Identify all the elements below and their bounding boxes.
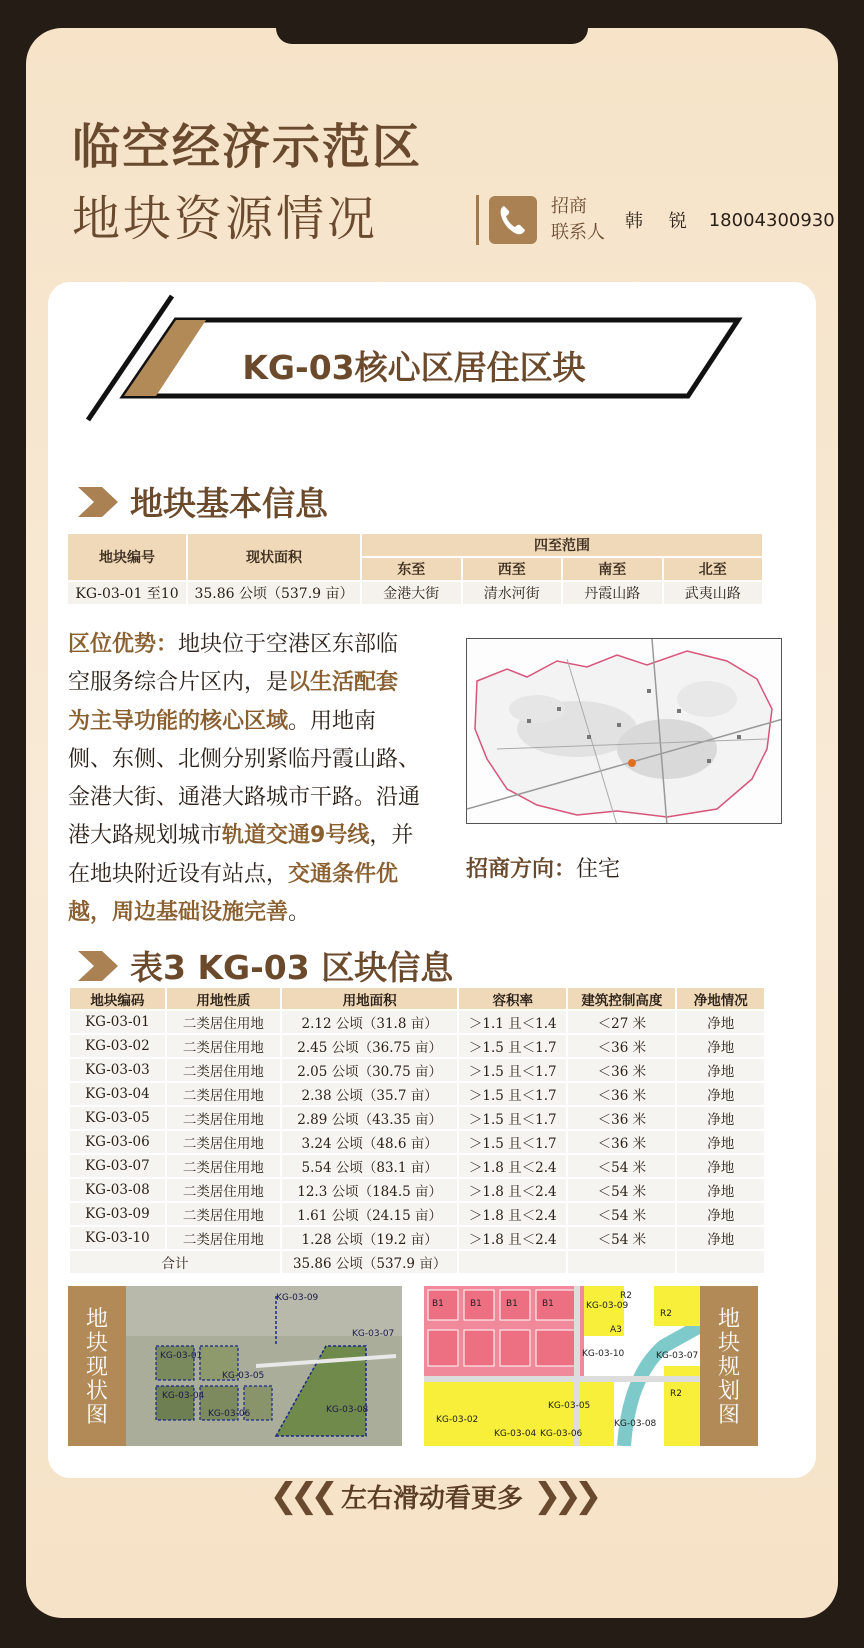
main-card bbox=[26, 28, 838, 1618]
table-cell: 2.12 公顷（31.8 亩） bbox=[282, 1011, 457, 1033]
table-cell: 净地 bbox=[677, 1179, 764, 1201]
page-title: 临空经济示范区 bbox=[72, 119, 423, 175]
plan-label: B1 bbox=[542, 1299, 554, 1309]
table-cell: 3.24 公顷（48.6 亩） bbox=[282, 1131, 457, 1153]
table-row bbox=[70, 1035, 764, 1057]
card-notch bbox=[276, 28, 588, 44]
th-col: 地块编码 bbox=[70, 988, 165, 1009]
swipe-hint-text: 左右滑动看更多 bbox=[340, 1483, 523, 1514]
th-col: 建筑控制高度 bbox=[568, 988, 675, 1009]
th-south: 南至 bbox=[563, 558, 662, 580]
cell-code: KG-03-01 至10 bbox=[68, 582, 186, 604]
plan-label: R2 bbox=[620, 1291, 632, 1301]
map-label: KG-03-05 bbox=[222, 1371, 265, 1381]
table-total-row bbox=[70, 1251, 764, 1273]
location-map bbox=[466, 638, 782, 824]
cell-area: 35.86 公顷（537.9 亩） bbox=[188, 582, 360, 604]
map-label: KG-03-07 bbox=[352, 1329, 395, 1339]
contact-name: 韩 锐 bbox=[625, 211, 697, 232]
advantage-label: 区位优势： bbox=[68, 632, 179, 657]
plan-label: KG-03-05 bbox=[548, 1401, 591, 1411]
current-status-label bbox=[68, 1286, 126, 1446]
table-cell: KG-03-01 bbox=[70, 1011, 165, 1033]
empty-cell bbox=[677, 1251, 764, 1273]
cell-east: 金港大街 bbox=[362, 582, 461, 604]
plan-label: B1 bbox=[506, 1299, 518, 1309]
table-cell: ＞1.8 且＜2.4 bbox=[459, 1179, 566, 1201]
location-advantage-text bbox=[68, 626, 420, 932]
chevron-right-icon bbox=[78, 487, 118, 517]
table-row bbox=[70, 1107, 764, 1129]
planning-label-text: 地块规划图 bbox=[717, 1307, 740, 1428]
table-cell: 1.28 公顷（19.2 亩） bbox=[282, 1227, 457, 1249]
plan-label: R2 bbox=[670, 1389, 682, 1399]
table-cell: 二类居住用地 bbox=[167, 1107, 280, 1129]
planning-image bbox=[424, 1286, 700, 1446]
table-cell: 5.54 公顷（83.1 亩） bbox=[282, 1155, 457, 1177]
table-cell: 净地 bbox=[677, 1083, 764, 1105]
table-cell: ＜36 米 bbox=[568, 1083, 675, 1105]
section-title: 地块基本信息 bbox=[130, 484, 328, 523]
plan-label: A3 bbox=[610, 1325, 622, 1335]
table-cell: ＜36 米 bbox=[568, 1059, 675, 1081]
table-cell: 二类居住用地 bbox=[167, 1203, 280, 1225]
plan-label: B1 bbox=[432, 1299, 444, 1309]
chevron-left-icon: ❮❮❮ bbox=[269, 1476, 331, 1516]
table-cell: ＞1.5 且＜1.7 bbox=[459, 1059, 566, 1081]
investment-direction bbox=[466, 852, 620, 883]
plan-label: KG-03-09 bbox=[586, 1301, 629, 1311]
empty-cell bbox=[568, 1251, 675, 1273]
table-cell: ＜36 米 bbox=[568, 1131, 675, 1153]
cell-west: 清水河街 bbox=[463, 582, 562, 604]
table-row bbox=[68, 582, 762, 604]
map-label: KG-03-06 bbox=[208, 1409, 251, 1419]
th-area: 现状面积 bbox=[188, 534, 360, 580]
table-cell: ＜54 米 bbox=[568, 1155, 675, 1177]
table-cell: 二类居住用地 bbox=[167, 1011, 280, 1033]
table-cell: 净地 bbox=[677, 1227, 764, 1249]
chevron-right-icon bbox=[78, 951, 118, 981]
th-code: 地块编号 bbox=[68, 534, 186, 580]
table-cell: 2.89 公顷（43.35 亩） bbox=[282, 1107, 457, 1129]
th-west: 西至 bbox=[463, 558, 562, 580]
table-cell: 2.38 公顷（35.7 亩） bbox=[282, 1083, 457, 1105]
map-label: KG-03-08 bbox=[326, 1405, 369, 1415]
advantage-highlight-2: 轨道交通9号线 bbox=[222, 823, 370, 849]
table-cell: 2.45 公顷（36.75 亩） bbox=[282, 1035, 457, 1057]
table-cell: KG-03-08 bbox=[70, 1179, 165, 1201]
banner-title: KG-03核心区居住区块 bbox=[242, 348, 586, 387]
table-row bbox=[70, 1011, 764, 1033]
table-row bbox=[70, 1155, 764, 1177]
th-north: 北至 bbox=[664, 558, 763, 580]
table-cell: KG-03-09 bbox=[70, 1203, 165, 1225]
contact-label-line1: 招商 bbox=[551, 196, 587, 217]
swipe-hint[interactable] bbox=[26, 1476, 838, 1516]
cell-south: 丹霞山路 bbox=[563, 582, 662, 604]
table-cell: ＞1.5 且＜1.7 bbox=[459, 1083, 566, 1105]
section-block-info-header bbox=[78, 942, 453, 989]
table-cell: ＞1.5 且＜1.7 bbox=[459, 1035, 566, 1057]
contact-label bbox=[551, 194, 621, 246]
contact-phone[interactable]: 18004300930 bbox=[708, 209, 835, 231]
table-cell: ＜54 米 bbox=[568, 1203, 675, 1225]
basic-info-table bbox=[66, 532, 764, 606]
content-panel bbox=[48, 282, 816, 1478]
plan-label: KG-03-10 bbox=[582, 1349, 625, 1359]
table-cell: 净地 bbox=[677, 1203, 764, 1225]
plan-label: KG-03-06 bbox=[540, 1429, 583, 1439]
table-cell: KG-03-10 bbox=[70, 1227, 165, 1249]
table-cell: KG-03-07 bbox=[70, 1155, 165, 1177]
table-cell: 二类居住用地 bbox=[167, 1155, 280, 1177]
th-col: 用地面积 bbox=[282, 988, 457, 1009]
table-header-row bbox=[70, 988, 764, 1009]
section-basic-info-header bbox=[78, 478, 328, 525]
contact-label-line2: 联系人 bbox=[551, 222, 605, 243]
phone-icon[interactable] bbox=[489, 196, 537, 244]
table-cell: 净地 bbox=[677, 1131, 764, 1153]
table-cell: KG-03-02 bbox=[70, 1035, 165, 1057]
table-cell: KG-03-06 bbox=[70, 1131, 165, 1153]
th-col: 容积率 bbox=[459, 988, 566, 1009]
plan-label: R2 bbox=[660, 1309, 672, 1319]
table-cell: 二类居住用地 bbox=[167, 1059, 280, 1081]
th-col: 净地情况 bbox=[677, 988, 764, 1009]
table-cell: ＜36 米 bbox=[568, 1035, 675, 1057]
empty-cell bbox=[459, 1251, 566, 1273]
table-row bbox=[70, 1179, 764, 1201]
total-label: 合计 bbox=[70, 1251, 280, 1273]
table-row bbox=[70, 1083, 764, 1105]
title-banner bbox=[48, 282, 816, 442]
table-cell: ＜36 米 bbox=[568, 1107, 675, 1129]
table-cell: 2.05 公顷（30.75 亩） bbox=[282, 1059, 457, 1081]
advantage-text-1: 地块位于空港区东部临空服务综合片区内，是 bbox=[68, 632, 399, 696]
table-cell: 二类居住用地 bbox=[167, 1227, 280, 1249]
plan-label: KG-03-02 bbox=[436, 1415, 479, 1425]
table-cell: 12.3 公顷（184.5 亩） bbox=[282, 1179, 457, 1201]
direction-label: 招商方向： bbox=[466, 857, 577, 882]
plan-label: KG-03-08 bbox=[614, 1419, 657, 1429]
table-cell: 二类居住用地 bbox=[167, 1083, 280, 1105]
advantage-text-4: 。 bbox=[288, 900, 311, 926]
map-label: KG-03-09 bbox=[276, 1293, 319, 1303]
table-cell: 1.61 公顷（24.15 亩） bbox=[282, 1203, 457, 1225]
table-cell: KG-03-05 bbox=[70, 1107, 165, 1129]
total-area: 35.86 公顷（537.9 亩） bbox=[282, 1251, 457, 1273]
table-cell: 净地 bbox=[677, 1107, 764, 1129]
th-east: 东至 bbox=[362, 558, 461, 580]
map-label: KG-03-01 bbox=[160, 1351, 203, 1361]
table-cell: ＞1.5 且＜1.7 bbox=[459, 1107, 566, 1129]
satellite-image bbox=[126, 1286, 402, 1446]
advantage-text-2: 。用地南侧、东侧、北侧分别紧临丹霞山路、金港大街、通港大路城市干路。沿通港大路规划城市 bbox=[68, 708, 421, 849]
table-cell: ＞1.8 且＜2.4 bbox=[459, 1203, 566, 1225]
th-range: 四至范围 bbox=[362, 534, 762, 556]
table-cell: ＞1.8 且＜2.4 bbox=[459, 1227, 566, 1249]
table-cell: ＞1.8 且＜2.4 bbox=[459, 1155, 566, 1177]
table-cell: ＜27 米 bbox=[568, 1011, 675, 1033]
plan-label: KG-03-07 bbox=[656, 1351, 699, 1361]
table-cell: ＞1.5 且＜1.7 bbox=[459, 1131, 566, 1153]
th-col: 用地性质 bbox=[167, 988, 280, 1009]
advantage-highlight-1: 以生活配套为主导功能的核心区域 bbox=[68, 670, 399, 734]
advantage-highlight-3: 交通条件优越，周边基础设施完善 bbox=[68, 861, 399, 926]
table-row bbox=[70, 1131, 764, 1153]
section-title: 表3 KG-03 区块信息 bbox=[130, 948, 454, 987]
table-cell: KG-03-04 bbox=[70, 1083, 165, 1105]
advantage-text-3: ，并在地块附近设有站点， bbox=[68, 823, 414, 887]
chevron-right-icon: ❯❯❯ bbox=[533, 1476, 595, 1516]
page-subtitle: 地块资源情况 bbox=[72, 191, 379, 247]
table-cell: 净地 bbox=[677, 1035, 764, 1057]
table-cell: ＜54 米 bbox=[568, 1179, 675, 1201]
table-cell: 二类居住用地 bbox=[167, 1035, 280, 1057]
table-cell: 净地 bbox=[677, 1059, 764, 1081]
plan-label: KG-03-04 bbox=[494, 1429, 537, 1439]
direction-value: 住宅 bbox=[576, 857, 621, 882]
table-cell: KG-03-03 bbox=[70, 1059, 165, 1081]
current-status-label-text: 地块现状图 bbox=[85, 1307, 108, 1428]
table-cell: 二类居住用地 bbox=[167, 1179, 280, 1201]
planning-label bbox=[700, 1286, 758, 1446]
table-row bbox=[70, 1227, 764, 1249]
table-cell: ＞1.1 且＜1.4 bbox=[459, 1011, 566, 1033]
contact-block bbox=[476, 188, 835, 252]
table-row bbox=[70, 1059, 764, 1081]
cell-north: 武夷山路 bbox=[664, 582, 763, 604]
table-row bbox=[70, 1203, 764, 1225]
table-cell: 净地 bbox=[677, 1011, 764, 1033]
block-info-table bbox=[68, 986, 766, 1275]
table-cell: ＜54 米 bbox=[568, 1227, 675, 1249]
map-label: KG-03-04 bbox=[162, 1391, 205, 1401]
table-cell: 净地 bbox=[677, 1155, 764, 1177]
plot-images bbox=[68, 1286, 758, 1446]
table-cell: 二类居住用地 bbox=[167, 1131, 280, 1153]
contact-divider bbox=[476, 195, 479, 245]
plan-label: B1 bbox=[470, 1299, 482, 1309]
